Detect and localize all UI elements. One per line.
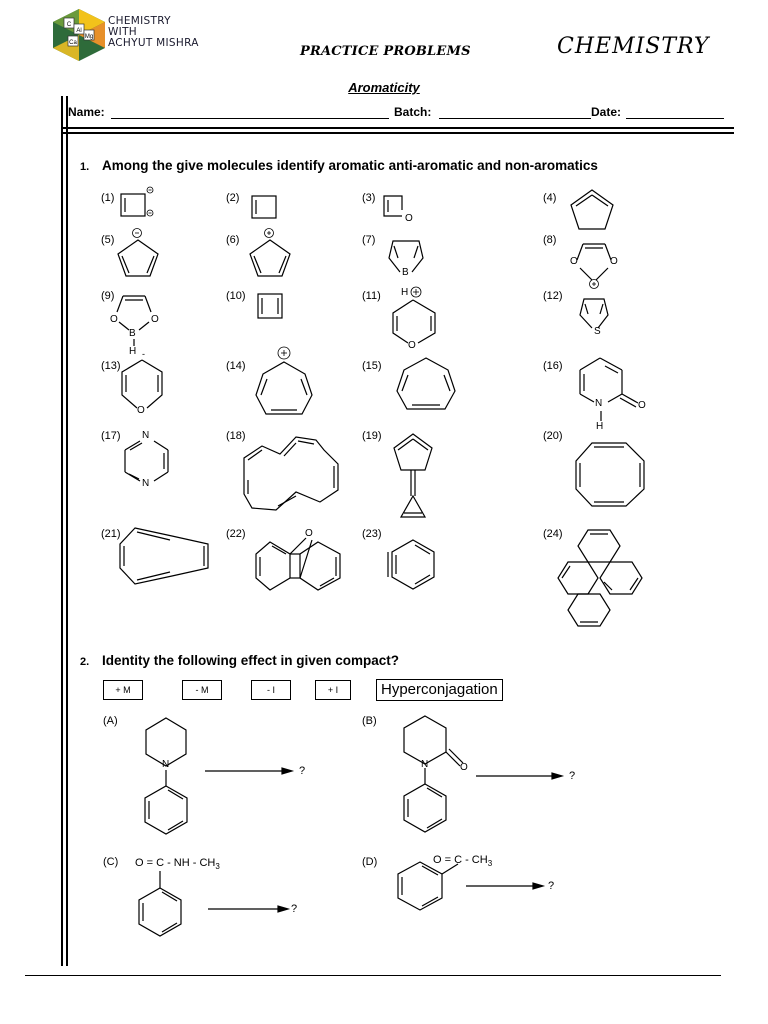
arrow xyxy=(476,773,562,779)
arrow xyxy=(205,768,292,774)
molecule-8 xyxy=(577,244,611,289)
atom-label: S xyxy=(594,326,601,337)
batch-label: Batch: xyxy=(394,105,432,119)
molecule-b xyxy=(404,716,463,832)
formula-text: O = C - CH xyxy=(433,854,488,866)
atom-label: O xyxy=(610,256,618,267)
atom-label: N xyxy=(421,759,429,770)
question-text: Identity the following effect in given compact? xyxy=(102,653,400,668)
brand-line: WITH xyxy=(108,26,137,38)
item-label: (13) xyxy=(101,360,121,372)
molecule-10 xyxy=(258,294,282,318)
sheet-type: PRACTICE PROBLEMS xyxy=(300,44,471,59)
molecule-22 xyxy=(256,538,340,590)
atom-label: O xyxy=(405,213,413,224)
molecule-5 xyxy=(118,229,158,277)
item-label: (11) xyxy=(362,290,381,302)
molecule-6 xyxy=(250,229,290,277)
answer-placeholder: ? xyxy=(569,770,576,782)
atom-label: H xyxy=(401,287,409,298)
molecule-14 xyxy=(256,347,312,414)
item-label: (24) xyxy=(543,528,563,540)
molecule-17 xyxy=(125,441,168,481)
atom-label: O xyxy=(305,528,313,539)
effect-option-plus-m[interactable]: + M xyxy=(103,680,143,700)
part-label: (C) xyxy=(103,856,119,868)
molecule-12 xyxy=(580,299,608,328)
atom-label: O xyxy=(570,256,578,267)
footer-rule xyxy=(25,975,721,976)
effect-option-hyperconjugation[interactable]: Hyperconjagation xyxy=(376,679,503,701)
atom-label: O xyxy=(137,405,145,416)
item-label: (14) xyxy=(226,360,246,372)
formula-c xyxy=(135,857,220,871)
topic-title: Aromaticity xyxy=(348,80,420,95)
atom-label: O xyxy=(460,762,468,773)
item-label: (7) xyxy=(362,234,376,246)
logo-letter: Mg xyxy=(84,34,94,40)
atom-label: B xyxy=(402,267,409,278)
molecule-c xyxy=(139,871,181,936)
formula-text: O = C - NH - CH xyxy=(135,857,216,869)
atom-label: O xyxy=(151,314,159,325)
logo-letter: C xyxy=(66,22,72,28)
item-label: (18) xyxy=(226,430,246,442)
part-label: (D) xyxy=(362,856,378,868)
item-label: (6) xyxy=(226,234,240,246)
effect-option-minus-i[interactable]: - I xyxy=(251,680,291,700)
item-label: (15) xyxy=(362,360,382,372)
atom-label: N xyxy=(162,759,170,770)
molecule-23 xyxy=(388,540,434,589)
arrow xyxy=(466,883,543,889)
molecule-d xyxy=(398,862,458,910)
molecule-15 xyxy=(397,358,455,409)
atom-label: O xyxy=(110,314,118,325)
item-label: (9) xyxy=(101,290,115,302)
molecule-16 xyxy=(578,358,638,421)
question-number: 1. xyxy=(80,161,90,173)
logo-letter: Al xyxy=(76,28,82,34)
name-label: Name: xyxy=(68,105,105,119)
atom-label: H xyxy=(129,346,137,357)
item-label: (10) xyxy=(226,290,246,302)
atom-label: H xyxy=(596,421,604,432)
molecule-1 xyxy=(121,187,153,216)
molecule-a xyxy=(145,718,187,834)
subject-title: CHEMISTRY xyxy=(557,34,710,59)
molecule-24 xyxy=(558,530,642,626)
molecule-19 xyxy=(394,434,432,517)
atom-label: O xyxy=(638,400,646,411)
molecule-13 xyxy=(122,360,162,408)
item-label: (16) xyxy=(543,360,563,372)
item-label: (20) xyxy=(543,430,563,442)
charge-label: - xyxy=(142,349,145,359)
effect-option-minus-m[interactable]: - M xyxy=(182,680,222,700)
atom-label: N xyxy=(142,478,150,489)
item-label: (17) xyxy=(101,430,121,442)
formula-subscript: 3 xyxy=(215,862,220,872)
molecule-3 xyxy=(384,196,402,216)
item-label: (1) xyxy=(101,192,115,204)
item-label: (8) xyxy=(543,234,557,246)
item-label: (23) xyxy=(362,528,382,540)
atom-label: N xyxy=(142,430,150,441)
logo-letter: Ca xyxy=(69,40,77,46)
item-label: (3) xyxy=(362,192,376,204)
item-label: (5) xyxy=(101,234,115,246)
molecule-4 xyxy=(571,190,613,229)
molecule-20 xyxy=(576,443,644,506)
item-label: (22) xyxy=(226,528,246,540)
question-number: 2. xyxy=(80,656,90,668)
answer-placeholder: ? xyxy=(291,903,298,915)
brand-line: ACHYUT MISHRA xyxy=(108,37,199,49)
date-label: Date: xyxy=(591,105,622,119)
formula-d xyxy=(433,854,492,868)
effect-option-plus-i[interactable]: + I xyxy=(315,680,351,700)
arrow xyxy=(208,906,288,912)
answer-placeholder: ? xyxy=(299,765,306,777)
item-label: (12) xyxy=(543,290,563,302)
question-text: Among the give molecules identify aromatic anti-aromatic and non-aromatics xyxy=(102,158,598,173)
item-label: (19) xyxy=(362,430,382,442)
atom-label: N xyxy=(595,398,603,409)
molecule-18 xyxy=(244,437,338,510)
atom-label: B xyxy=(129,328,136,339)
molecule-11 xyxy=(393,287,435,343)
brand-line: CHEMISTRY xyxy=(108,15,171,27)
molecule-21 xyxy=(120,528,208,584)
item-label: (2) xyxy=(226,192,240,204)
molecule-2 xyxy=(252,196,276,218)
item-label: (4) xyxy=(543,192,557,204)
formula-subscript: 3 xyxy=(487,859,493,869)
answer-placeholder: ? xyxy=(548,880,555,892)
part-label: (A) xyxy=(103,715,118,727)
item-label: (21) xyxy=(101,528,121,540)
part-label: (B) xyxy=(362,715,377,727)
atom-label: O xyxy=(408,340,416,351)
